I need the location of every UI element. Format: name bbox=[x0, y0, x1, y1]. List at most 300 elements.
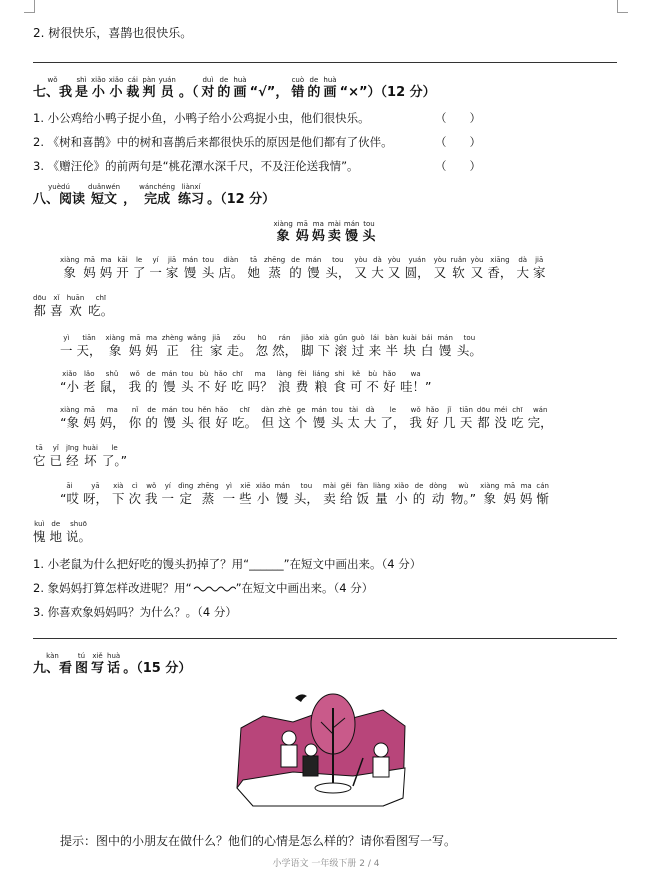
story-character bbox=[256, 482, 271, 507]
pinyin: shǔ bbox=[105, 370, 119, 378]
section-9-heading bbox=[33, 652, 194, 677]
story-character bbox=[301, 334, 314, 359]
hanzi: 定 bbox=[179, 491, 192, 506]
pinyin: hǎo bbox=[214, 370, 228, 378]
story-character bbox=[373, 482, 390, 507]
pinyin: tiān bbox=[459, 406, 473, 414]
pinyin: huà bbox=[233, 76, 247, 84]
heading-character bbox=[126, 76, 139, 101]
hanzi: 圆， bbox=[404, 265, 430, 280]
heading-character bbox=[139, 183, 175, 208]
pinyin: de bbox=[146, 370, 156, 378]
hanzi: 头 bbox=[181, 379, 194, 394]
story-character bbox=[223, 482, 236, 507]
story-character bbox=[83, 256, 96, 281]
heading-character bbox=[250, 76, 289, 101]
hanzi: 妈 bbox=[519, 491, 533, 506]
pinyin: le bbox=[135, 256, 143, 264]
hanzi: 来 bbox=[368, 343, 382, 358]
hanzi: 然， bbox=[272, 343, 298, 358]
story-character bbox=[100, 406, 125, 431]
story-character bbox=[323, 482, 336, 507]
story-character bbox=[354, 256, 367, 281]
story-character bbox=[402, 334, 417, 359]
hanzi: 完， bbox=[527, 415, 553, 430]
pinyin: tou bbox=[181, 370, 194, 378]
story-character bbox=[198, 406, 211, 431]
hanzi: 往 bbox=[190, 343, 203, 358]
pinyin: làng bbox=[276, 370, 292, 378]
pinyin: shuō bbox=[70, 520, 87, 528]
pinyin: mán bbox=[161, 370, 178, 378]
pinyin: mán bbox=[305, 256, 322, 264]
pinyin: jiā bbox=[168, 256, 177, 264]
hanzi: 头 bbox=[181, 415, 194, 430]
hanzi: 的 bbox=[145, 415, 158, 430]
answer-paren-2[interactable]: （ ） bbox=[435, 135, 481, 149]
pinyin: de bbox=[51, 520, 61, 528]
story-character bbox=[385, 334, 398, 359]
story-character bbox=[129, 482, 142, 507]
hanzi: 又 bbox=[354, 265, 368, 280]
story-paragraph-2 bbox=[60, 334, 650, 359]
hanzi: 好 bbox=[426, 415, 439, 430]
heading-character bbox=[109, 76, 124, 101]
story-character bbox=[162, 370, 178, 395]
hanzi: 七、我 bbox=[33, 85, 73, 100]
hanzi: 一 bbox=[60, 343, 73, 358]
story-character bbox=[60, 482, 79, 507]
pinyin: xiǎo bbox=[255, 482, 271, 490]
hanzi: “象 bbox=[60, 415, 80, 430]
hanzi: 这 bbox=[278, 415, 291, 430]
heading-character bbox=[33, 183, 85, 208]
hanzi: 个 bbox=[294, 415, 308, 430]
story-character bbox=[210, 334, 223, 359]
story-character bbox=[215, 406, 228, 431]
pinyin: dòng bbox=[429, 482, 447, 490]
story-character bbox=[383, 370, 396, 395]
hanzi: 卖 bbox=[323, 491, 336, 506]
story-character bbox=[202, 256, 215, 281]
story-paragraph-4-cont bbox=[33, 444, 623, 469]
pinyin: de bbox=[147, 406, 156, 414]
hanzi: 完成 bbox=[144, 192, 171, 207]
story-character bbox=[437, 334, 453, 359]
hanzi: 几 bbox=[442, 415, 456, 430]
hanzi: 九、看 bbox=[33, 661, 73, 676]
pinyin: huà bbox=[323, 76, 337, 84]
pinyin: liáng bbox=[312, 370, 330, 378]
hanzi: “小 bbox=[60, 379, 79, 394]
story-character bbox=[272, 334, 297, 359]
story-character bbox=[83, 444, 98, 469]
story-character bbox=[60, 406, 79, 431]
hanzi: 坏 bbox=[84, 453, 97, 468]
story-character bbox=[503, 482, 516, 507]
story-character bbox=[60, 334, 73, 359]
hanzi: 香， bbox=[487, 265, 513, 280]
story-character bbox=[536, 482, 549, 507]
pinyin: tou bbox=[363, 220, 375, 228]
story-character bbox=[133, 256, 146, 281]
section-7-question-1: 1. 小公鸡给小鸭子捉小鱼，小鸭子给小公鸡捉小虫，他们很快乐。 bbox=[33, 111, 370, 125]
story-character bbox=[50, 294, 63, 319]
pinyin: kuài bbox=[402, 334, 417, 342]
pinyin: guò bbox=[351, 334, 365, 342]
pinyin: lǎo bbox=[83, 370, 95, 378]
story-character bbox=[178, 482, 193, 507]
hanzi: 大 bbox=[363, 415, 377, 430]
story-character bbox=[334, 334, 347, 359]
heading-character bbox=[307, 76, 320, 101]
hanzi: 画 bbox=[323, 85, 337, 100]
heading-character bbox=[75, 652, 88, 677]
pinyin: xiàng bbox=[60, 406, 80, 414]
pinyin: chī bbox=[512, 406, 523, 414]
hanzi: 大 bbox=[371, 265, 384, 280]
story-character bbox=[331, 406, 344, 431]
hanzi: 量 bbox=[375, 491, 388, 506]
pinyin: wù bbox=[458, 482, 469, 490]
pinyin: xiàng bbox=[60, 256, 80, 264]
pinyin: tou bbox=[331, 406, 343, 414]
hanzi: 好 bbox=[214, 379, 227, 394]
story-character bbox=[296, 370, 309, 395]
story-character bbox=[261, 406, 274, 431]
pinyin bbox=[188, 76, 190, 85]
hanzi: 已 bbox=[49, 453, 63, 468]
hanzi: 的 bbox=[145, 379, 158, 394]
hanzi: 象 bbox=[108, 343, 122, 358]
pinyin: xiǎo bbox=[108, 76, 124, 84]
pinyin: gǔn bbox=[334, 334, 348, 342]
story-character bbox=[106, 334, 125, 359]
pinyin: ma bbox=[312, 220, 324, 228]
pinyin: xià bbox=[318, 334, 330, 342]
pinyin: bù bbox=[199, 370, 209, 378]
story-character bbox=[129, 406, 142, 431]
story-character bbox=[100, 370, 125, 395]
story-character bbox=[394, 482, 409, 507]
hanzi: 馒 bbox=[163, 415, 176, 430]
pinyin: zhēng bbox=[263, 256, 286, 264]
story-character bbox=[145, 334, 158, 359]
hanzi: 惭 bbox=[536, 491, 549, 506]
hanzi: 都 bbox=[477, 415, 490, 430]
hanzi: 愧 bbox=[33, 529, 46, 544]
pinyin: cì bbox=[131, 482, 138, 490]
pinyin: hěn bbox=[197, 406, 212, 414]
section-8-heading bbox=[33, 183, 278, 208]
hanzi: 一 bbox=[222, 491, 236, 506]
pinyin: yí bbox=[152, 256, 159, 264]
story-character bbox=[340, 482, 353, 507]
pinyin: zhèng bbox=[161, 334, 184, 342]
hanzi: 小 bbox=[91, 85, 105, 100]
pinyin: shì bbox=[76, 76, 87, 84]
heading-character bbox=[33, 76, 72, 101]
heading-character bbox=[123, 183, 136, 208]
pinyin: dìng bbox=[178, 482, 194, 490]
story-character bbox=[256, 334, 269, 359]
section-7-question-2: 2. 《树和喜鹊》中的树和喜鹊后来都很快乐的原因是他们都有了伙伴。 bbox=[33, 135, 393, 149]
hanzi: 头， bbox=[293, 491, 319, 506]
pinyin: bàn bbox=[385, 334, 399, 342]
story-paragraph-4 bbox=[60, 406, 650, 431]
story-character bbox=[295, 406, 308, 431]
pinyin: de bbox=[309, 76, 319, 84]
pinyin: tou bbox=[332, 256, 344, 264]
hanzi: 小 bbox=[109, 85, 123, 100]
story-character bbox=[100, 256, 113, 281]
pinyin: huài bbox=[82, 444, 98, 452]
hanzi: 的 bbox=[289, 265, 302, 280]
hanzi: 饭 bbox=[356, 491, 370, 506]
hanzi: 没 bbox=[494, 415, 507, 430]
hanzi: 的 bbox=[307, 85, 321, 100]
pinyin: xiǎo bbox=[394, 482, 409, 490]
pinyin: jiā bbox=[212, 334, 221, 342]
story-character bbox=[371, 256, 384, 281]
pinyin: xiē bbox=[240, 482, 251, 490]
hanzi: 浪 bbox=[277, 379, 291, 394]
story-character bbox=[145, 370, 158, 395]
hanzi: 馒 bbox=[183, 265, 197, 280]
story-character bbox=[181, 370, 194, 395]
pinyin: bù bbox=[368, 370, 378, 378]
heading-character bbox=[33, 652, 72, 677]
pinyin: duǎnwén bbox=[88, 183, 121, 191]
pinyin: mài bbox=[327, 220, 341, 228]
heading-character bbox=[217, 76, 230, 101]
page-corner-mark-right bbox=[617, 0, 628, 13]
answer-paren-3[interactable]: （ ） bbox=[435, 159, 481, 173]
story-character bbox=[112, 482, 125, 507]
pinyin: mán bbox=[311, 406, 327, 414]
hanzi: 头 bbox=[330, 415, 344, 430]
story-character bbox=[477, 406, 490, 431]
pinyin: ge bbox=[296, 406, 306, 414]
story-character bbox=[409, 406, 422, 431]
hanzi: 滚 bbox=[334, 343, 348, 358]
pinyin: kàn bbox=[46, 652, 59, 660]
hanzi: 判 bbox=[142, 85, 156, 100]
story-character bbox=[231, 370, 244, 395]
hanzi: 动 bbox=[431, 491, 445, 506]
story-character bbox=[162, 334, 183, 359]
pinyin: tú bbox=[77, 652, 86, 660]
hanzi: 地 bbox=[49, 529, 63, 544]
hanzi: 不 bbox=[197, 379, 211, 394]
pinyin: jiǎo bbox=[301, 334, 314, 342]
heading-character bbox=[75, 76, 88, 101]
pinyin: yì bbox=[225, 482, 232, 490]
story-character bbox=[405, 256, 430, 281]
pinyin: tou bbox=[181, 406, 194, 414]
story-character bbox=[494, 406, 507, 431]
pinyin: fèi bbox=[297, 370, 307, 378]
hanzi: 喜 bbox=[50, 303, 63, 318]
hanzi: 正 bbox=[166, 343, 179, 358]
pinyin: huān bbox=[66, 294, 85, 302]
hanzi: 天 bbox=[459, 415, 473, 430]
hanzi: 妈 bbox=[145, 343, 158, 358]
pinyin: gěi bbox=[340, 482, 352, 490]
hanzi: 一 bbox=[149, 265, 162, 280]
story-character bbox=[145, 406, 158, 431]
title-character bbox=[362, 220, 375, 245]
hanzi: 了 bbox=[132, 265, 146, 280]
pinyin: tā bbox=[250, 256, 258, 264]
pinyin: dōu bbox=[476, 406, 491, 414]
page-footer: 小学语文 一年级下册 2 / 4 bbox=[272, 859, 380, 869]
page-corner-mark-left bbox=[24, 0, 35, 13]
reading-question-1: 1. 小老鼠为什么把好吃的馒头扔掉了？用“______”在短文中画出来。（4 分） bbox=[33, 557, 422, 571]
pinyin: mā bbox=[129, 334, 141, 342]
story-character bbox=[247, 256, 260, 281]
pinyin: yuán bbox=[158, 76, 176, 84]
title-character bbox=[274, 220, 293, 245]
pinyin: āi bbox=[66, 482, 73, 490]
pinyin: duì bbox=[202, 76, 214, 84]
hanzi: 妈 bbox=[295, 229, 309, 244]
story-character bbox=[520, 482, 533, 507]
story-character bbox=[162, 482, 175, 507]
hanzi: 馒 bbox=[163, 379, 176, 394]
pinyin bbox=[156, 652, 158, 661]
answer-paren-1[interactable]: （ ） bbox=[435, 111, 481, 125]
story-character bbox=[451, 256, 467, 281]
story-character bbox=[116, 256, 129, 281]
pinyin: yā bbox=[91, 482, 100, 490]
hanzi: 吃。 bbox=[88, 303, 114, 318]
hanzi: 欢 bbox=[69, 303, 82, 318]
pinyin: yòu bbox=[433, 256, 447, 264]
hanzi: 你 bbox=[128, 415, 142, 430]
hanzi: 写 bbox=[91, 661, 105, 676]
hanzi: “×”）（12 分） bbox=[339, 85, 436, 100]
hanzi: 走。 bbox=[226, 343, 252, 358]
pinyin: ma bbox=[100, 256, 112, 264]
story-character bbox=[351, 334, 364, 359]
hanzi: 头 bbox=[362, 229, 376, 244]
hanzi: 头， bbox=[325, 265, 351, 280]
hanzi: 又 bbox=[470, 265, 484, 280]
hanzi: 我 bbox=[128, 379, 142, 394]
hanzi: 卖 bbox=[327, 229, 341, 244]
story-character bbox=[533, 256, 546, 281]
pinyin: hǎo bbox=[215, 406, 229, 414]
hanzi: 家 bbox=[210, 343, 223, 358]
story-character bbox=[369, 334, 382, 359]
story-paragraph-1 bbox=[60, 256, 650, 281]
pinyin: xiàng bbox=[480, 482, 500, 490]
hanzi: 小 bbox=[256, 491, 270, 506]
story-character bbox=[33, 294, 46, 319]
hanzi: 给 bbox=[339, 491, 353, 506]
pinyin: yòu bbox=[354, 256, 368, 264]
hanzi: 错 bbox=[291, 85, 305, 100]
hanzi: 短文 bbox=[91, 192, 118, 207]
pinyin: nǐ bbox=[131, 406, 139, 414]
pinyin: tou bbox=[463, 334, 476, 342]
hanzi: 物。” bbox=[450, 491, 477, 506]
hanzi: 小 bbox=[395, 491, 408, 506]
hanzi: 馒 bbox=[345, 229, 359, 244]
hanzi: “√”， bbox=[249, 85, 289, 100]
pinyin: xiàng bbox=[105, 334, 125, 342]
hanzi: 粮 bbox=[314, 379, 328, 394]
pinyin: xiǎo bbox=[91, 76, 106, 84]
pinyin: chī bbox=[232, 370, 243, 378]
story-character bbox=[429, 482, 447, 507]
hanzi: 开 bbox=[116, 265, 129, 280]
hanzi: 头 bbox=[201, 265, 215, 280]
pinyin: chī bbox=[239, 406, 250, 414]
pinyin: tou bbox=[202, 256, 214, 264]
pinyin: shi bbox=[334, 370, 345, 378]
heading-character bbox=[207, 183, 275, 208]
hanzi: 经 bbox=[66, 453, 79, 468]
story-character bbox=[434, 256, 447, 281]
story-character bbox=[311, 406, 327, 431]
pinyin: de bbox=[414, 482, 424, 490]
hanzi: “哎 bbox=[60, 491, 79, 506]
hanzi: 馒 bbox=[438, 343, 452, 358]
story-character bbox=[366, 370, 379, 395]
hanzi: ， bbox=[123, 192, 137, 207]
title-character bbox=[344, 220, 360, 245]
story-character bbox=[347, 406, 360, 431]
hanzi: 馒 bbox=[275, 491, 289, 506]
pinyin: zhēng bbox=[197, 482, 219, 490]
hanzi: 但 bbox=[261, 415, 274, 430]
pinyin: mán bbox=[437, 334, 453, 342]
story-character bbox=[50, 520, 63, 545]
story-character bbox=[264, 256, 285, 281]
story-character bbox=[487, 256, 512, 281]
pinyin: rán bbox=[278, 334, 291, 342]
pinyin: tou bbox=[300, 482, 313, 490]
story-character bbox=[83, 370, 96, 395]
hanzi: 可 bbox=[349, 379, 363, 394]
wavy-underline-mark bbox=[192, 585, 236, 593]
heading-character bbox=[201, 76, 214, 101]
story-character bbox=[306, 256, 322, 281]
story-character bbox=[227, 334, 252, 359]
hanzi: 大 bbox=[516, 265, 529, 280]
pinyin: wǒ bbox=[410, 406, 421, 414]
heading-character bbox=[142, 76, 155, 101]
pinyin: ma bbox=[254, 370, 266, 378]
hanzi: 店。 bbox=[218, 265, 244, 280]
story-character bbox=[277, 370, 292, 395]
pinyin bbox=[240, 183, 242, 192]
story-character bbox=[289, 256, 302, 281]
pinyin: mā bbox=[296, 220, 308, 228]
heading-character bbox=[178, 183, 204, 208]
pinyin: cán bbox=[536, 482, 549, 490]
story-character bbox=[66, 444, 79, 469]
pinyin: lái bbox=[370, 334, 379, 342]
pinyin: dàn bbox=[261, 406, 275, 414]
pinyin: dà bbox=[518, 256, 528, 264]
pinyin: pàn bbox=[142, 76, 156, 84]
hanzi: 妈 bbox=[503, 491, 516, 506]
pinyin: xià bbox=[113, 482, 124, 490]
pinyin: mán bbox=[343, 220, 360, 228]
